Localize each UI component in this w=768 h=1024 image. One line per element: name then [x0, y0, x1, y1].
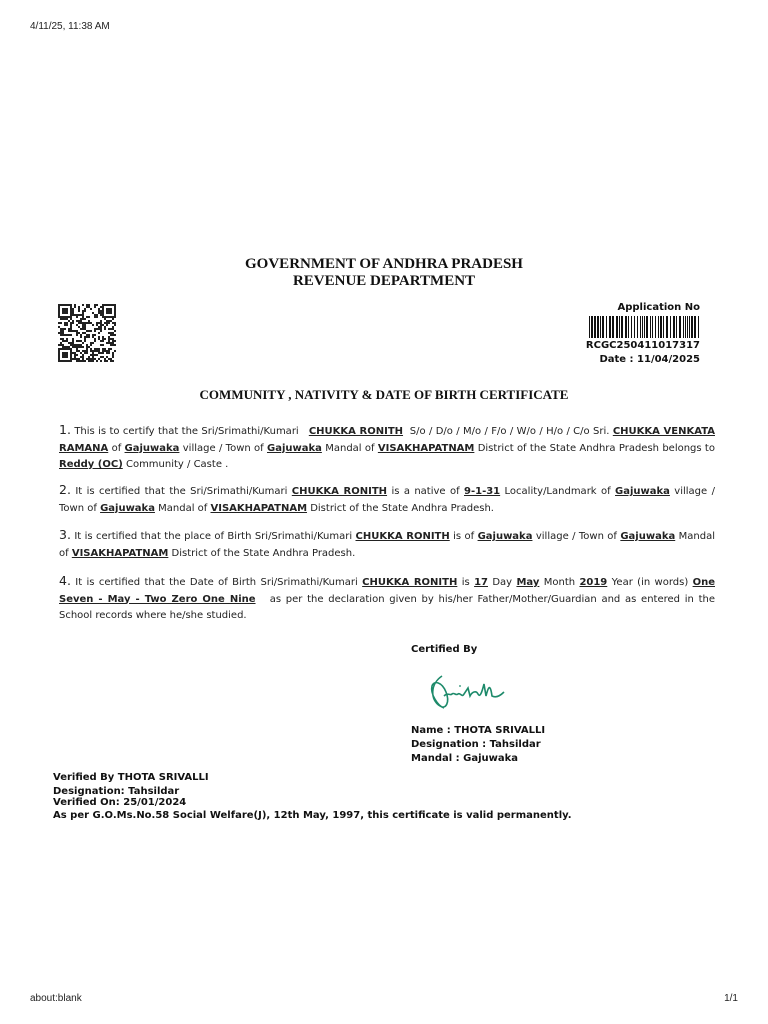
text: District of the State Andhra Pradesh. [310, 502, 494, 514]
signature [420, 662, 510, 717]
birth-month: May [516, 577, 540, 588]
certificate-title: COMMUNITY , NATIVITY & DATE OF BIRTH CERTIFICATE [199, 387, 569, 402]
text: Mandal of [325, 442, 375, 454]
validity-note: As per G.O.Ms.No.58 Social Welfare(J), 12th May, 1997, this certificate is valid permanently. [53, 810, 572, 821]
text: Year (in words) [611, 577, 689, 588]
paragraph-2 [59, 482, 715, 517]
community: Reddy (OC) [59, 459, 123, 470]
village: Gajuwaka [477, 531, 533, 542]
text: Mandal of [158, 502, 208, 514]
text: It is certified that the Sri/Srimathi/Kumari [75, 486, 288, 497]
paragraph-number: 3. [59, 527, 71, 542]
certifier-mandal: Mandal : Gajuwaka [411, 753, 519, 764]
certified-by-label: Certified By [411, 644, 478, 655]
paragraph-number: 1. [59, 422, 71, 437]
text: village / Town of [535, 531, 617, 542]
mandal: Gajuwaka [620, 531, 676, 542]
text: Community / Caste . [125, 459, 229, 470]
print-datetime: 4/11/25, 11:38 AM [30, 21, 110, 32]
district: VISAKHAPATNAM [377, 442, 475, 454]
text: Month [543, 577, 576, 588]
application-date: Date : 11/04/2025 [599, 354, 700, 365]
birth-date-words: One Seven - May - Two Zero One Nine [59, 577, 715, 605]
certifier-designation: Designation : Tahsildar [411, 739, 541, 750]
paragraph-1 [59, 422, 715, 474]
application-no-label: Application No [617, 302, 700, 313]
text: Mandal of [59, 531, 715, 559]
birth-year: 2019 [579, 577, 608, 588]
text: is a native of [391, 486, 460, 497]
text: Locality/Landmark of [504, 486, 611, 497]
paragraph-4 [59, 573, 715, 625]
text: village / Town of [182, 442, 264, 454]
print-page-count: 1/1 [724, 993, 738, 1004]
certifier-name: Name : THOTA SRIVALLI [411, 725, 546, 736]
birth-day: 17 [474, 577, 488, 588]
verified-by: Verified By THOTA SRIVALLI [53, 772, 209, 783]
text: Day [492, 577, 513, 588]
locality: 9-1-31 [464, 486, 501, 497]
text: S/o / D/o / M/o / F/o / W/o / H/o / C/o Sri. [409, 426, 610, 437]
applicant-name: CHUKKA RONITH [308, 426, 404, 437]
qr-code [58, 304, 116, 362]
verifier-designation: Designation: Tahsildar [53, 786, 180, 797]
village: Gajuwaka [615, 486, 670, 497]
applicant-name: CHUKKA RONITH [355, 531, 450, 542]
text: This is to certify that the Sri/Srimathi/Kumari [74, 426, 299, 437]
print-url: about:blank [30, 993, 82, 1004]
paragraph-number: 4. [59, 573, 71, 588]
mandal: Gajuwaka [100, 502, 155, 514]
parent-name: CHUKKA VENKATA RAMANA [59, 426, 715, 454]
text: is of [453, 531, 475, 542]
applicant-name: CHUKKA RONITH [291, 486, 388, 497]
text: is [461, 577, 470, 588]
text: village / Town of [59, 486, 715, 514]
text: District of the State Andhra Pradesh. [171, 547, 356, 559]
mandal: Gajuwaka [267, 442, 322, 454]
text: District of the State Andhra Pradesh belongs to [477, 442, 715, 454]
government-title: GOVERNMENT OF ANDHRA PRADESH [245, 256, 523, 272]
department-title: REVENUE DEPARTMENT [292, 273, 476, 289]
application-number: RCGC250411017317 [585, 340, 700, 351]
barcode [589, 316, 699, 338]
text: as per the declaration given by his/her Father/Mother/Guardian and as entered in the School records where he/she studied. [59, 593, 715, 621]
district: VISAKHAPATNAM [71, 547, 169, 559]
applicant-name: CHUKKA RONITH [362, 577, 458, 588]
village: Gajuwaka [124, 442, 180, 454]
paragraph-number: 2. [59, 482, 71, 497]
paragraph-3 [59, 527, 715, 562]
text: of [111, 442, 122, 454]
verified-on: Verified On: 25/01/2024 [53, 797, 187, 808]
text: It is certified that the Date of Birth Sri/Srimathi/Kumari [75, 577, 358, 588]
district: VISAKHAPATNAM [210, 502, 308, 514]
text: It is certified that the place of Birth Sri/Srimathi/Kumari [74, 531, 353, 542]
